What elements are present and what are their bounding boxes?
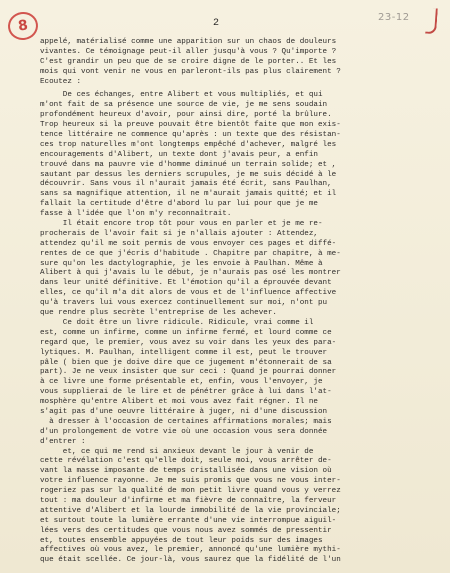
text-line: et, ce qui me rend si anxieux devant le jour à venir de <box>40 447 314 456</box>
text-line: que était scellée. Ce jour-là, vous saurez que la fidélité de l'un <box>40 556 341 565</box>
text-line: qu'à travers lui vous exercez continuellement sur moi, n'ont pu <box>40 299 328 308</box>
text-line: procherais de l'avoir fait si je n'allais ajouter : Attendez, <box>40 229 318 238</box>
text-line: et surtout toute la lumière errante d'une vie interrompue aiguil- <box>40 516 337 525</box>
text-line: à dresser à l'occasion de certaines affirmations morales; mais <box>40 417 332 426</box>
text-line: rogeriez pas sur la qualité de mon petit livre quand vous y verrez <box>40 487 341 496</box>
text-line: dans leur unité définitive. Et l'émotion qu'il a éprouvée devant <box>40 279 332 288</box>
text-line: s'agit pas d'une oeuvre littéraire à juger, ni d'une discussion <box>40 407 328 416</box>
letter-body <box>40 38 442 566</box>
text-line: Ce doit être un livre ridicule. Ridicule, vrai comme il <box>40 318 314 327</box>
text-line: elles, ce qu'il m'a dit alors de vous et de l'influence affective <box>40 289 337 298</box>
text-line: votre influence rayonne. Je me suis promis que vous ne vous inter- <box>40 477 341 486</box>
text-line: que rendre plus secrète l'entreprise de les achever. <box>40 309 277 318</box>
text-line: d'un prolongement de votre vie où une occasion vous sera donnée <box>40 427 328 436</box>
text-line: est, comme un infirme, comme un infirme fermé, et lourd comme ce <box>40 328 332 337</box>
text-line: mois qui vont venir ne vous en parleront-ils pas plus clairement ? <box>40 67 341 76</box>
text-line: ces trop naturelles m'ont longtemps empêché d'achever, malgré les <box>40 140 337 149</box>
text-line: tout : ma douleur d'infirme et ma fièvre de connaître, la ferveur <box>40 496 337 505</box>
text-line: vant la masse imposante de temps cristallisée dans une vision où <box>40 467 332 476</box>
text-line: et, toutes ensemble appuyées de tout leur poids sur des images <box>40 536 323 545</box>
text-line: m'ont fait de sa présence une source de vie, je me sens soudain <box>40 101 328 110</box>
text-line: rentes de ce que j'écris d'habitude . Chapitre par chapitre, à me- <box>40 249 341 258</box>
text-line: C'est grandir un peu que de se croire digne de le porter.. Et les <box>40 57 337 66</box>
text-line: encouragements d'Alibert, un texte dont j'avais peur, a enfin <box>40 150 318 159</box>
text-line: Alibert à qui j'avais lu le début, je n'aurais pas osé les montrer <box>40 269 341 278</box>
text-line: fasse à l'idée que l'on m'y reconnaîtrait. <box>40 210 232 219</box>
page-number: 2 <box>213 18 220 29</box>
text-line: vous supplierai de le lire et de pénétrer grâce à lui dans l'at- <box>40 388 332 397</box>
text-line: part). Je ne veux insister que sur ceci : Quand je pourrai donner <box>40 368 337 377</box>
text-line: lées vers des certitudes que vous nous avez sommés de pressentir <box>40 526 332 535</box>
text-line: d'entrer : <box>40 437 86 446</box>
text-line: Ecoutez : <box>40 77 82 86</box>
text-line: affectives où vous avez, le premier, annoncé qu'une lumière mythi- <box>40 546 341 555</box>
text-line: lytiques. M. Paulhan, intelligent comme il est, peut le trouver <box>40 348 328 357</box>
text-line: appelé, matérialisé comme une apparition sur un chaos de douleurs <box>40 38 337 46</box>
text-line: sure qu'on les dactylographie, je les envoie à Paulhan. Même à <box>40 259 323 268</box>
text-line: sans sa magnifique attention, il ne m'aurait jamais quitté; et il <box>40 190 337 199</box>
text-line: fallait la certitude d'être d'abord lu par lui pour que je me <box>40 200 318 209</box>
archive-folio: 23-12 <box>378 12 410 23</box>
text-line: De ces échanges, entre Alibert et vous multipliés, et qui <box>40 91 323 100</box>
text-line: trouvé dans ma pauvre vie d'homme diminué un terrain solide; et , <box>40 160 337 169</box>
text-line: cette révélation c'est qu'elle doit, seule moi, vous arrêter de- <box>40 457 332 466</box>
text-line: profondément heureux d'avoir, pour ainsi dire, porté la brûlure. <box>40 111 332 120</box>
text-line: attendez qu'il me soit permis de vous envoyer ces pages et diffé- <box>40 239 337 248</box>
bracket-mark <box>425 8 438 35</box>
circled-annotation: 8 <box>6 10 40 42</box>
text-line: mosphère qu'entre Alibert et moi vous avez fait régner. Il ne <box>40 398 318 407</box>
text-line: découvrir. Sans vous il n'aurait jamais été écrit, sans Paulhan, <box>40 180 332 189</box>
text-line: sautant par dessus les derniers scrupules, je me suis décidé à le <box>40 170 337 179</box>
text-line: regard que, le premier, vous avez su voir dans les yeux des para- <box>40 338 337 347</box>
text-line: vivantes. Ce témoignage peut-il aller jusqu'à vous ? Qu'importe ? <box>40 47 337 56</box>
text-line: Il était encore trop tôt pour vous en parler et je me re- <box>40 220 323 229</box>
text-line: attentive d'Alibert et la lourde immobilité de la vie provinciale; <box>40 506 341 515</box>
text-line: pâle ( bien que je doive dire que ce jugement m'étonnerait de sa <box>40 358 332 367</box>
text-line: Trop heureux si la preuve pouvait être bientôt faite que mon exis- <box>40 121 341 130</box>
text-line: tence littéraire ne commence qu'après : un texte que des résistan- <box>40 131 341 140</box>
text-line: à ce livre une forme présentable et, enfin, vous l'envoyer, je <box>40 378 323 387</box>
